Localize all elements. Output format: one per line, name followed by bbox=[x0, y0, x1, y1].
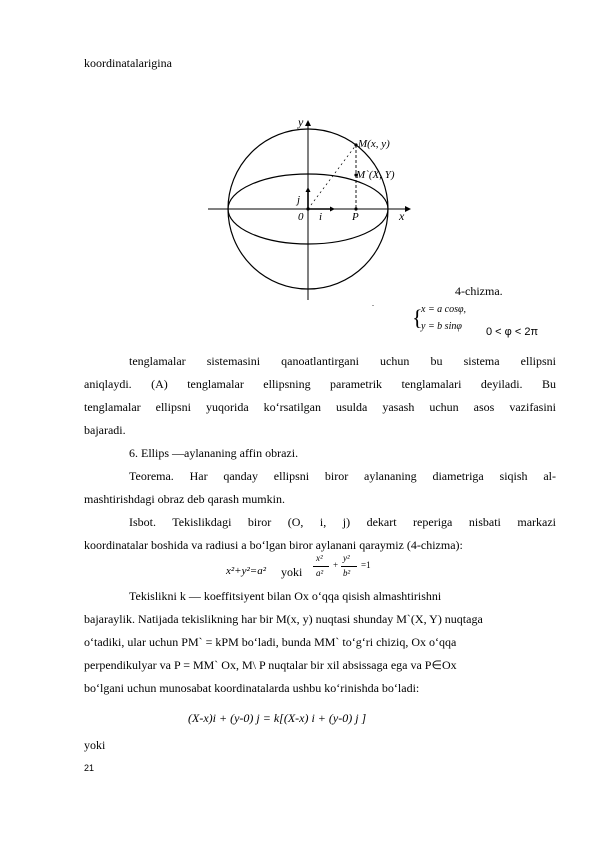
text-line: tenglamalar sistemasini qanoatlantirgani uchun bu sistema ellipsni bbox=[129, 354, 556, 368]
system-eq1: x = a cosφ, bbox=[421, 304, 467, 315]
text-line: Tekislikni k — koeffitsiyent bilan Ox o‘qqa qisish almashtirishni bbox=[129, 589, 442, 603]
equals-one: =1 bbox=[361, 560, 371, 570]
frac-line-2 bbox=[341, 566, 357, 567]
system-range: 0 < φ < 2π bbox=[486, 326, 539, 338]
vector-j-arrow bbox=[306, 187, 311, 192]
plus-sign: + bbox=[333, 560, 339, 570]
x-axis-arrow bbox=[405, 206, 411, 212]
system-eq2: y = b sinφ bbox=[421, 321, 462, 332]
y-axis-arrow bbox=[305, 120, 311, 126]
label-i: i bbox=[319, 211, 323, 223]
frac-line-1 bbox=[313, 566, 329, 567]
label-M-prime: M`(X, Y) bbox=[356, 169, 395, 181]
proof-line: koordinatalar boshida va radiusi a bo‘lgan biror aylanani qaraymiz (4-chizma): bbox=[84, 538, 463, 552]
ellipse-figure bbox=[205, 108, 420, 313]
circle-equation: x²+y²=a² bbox=[226, 565, 267, 577]
label-O: 0 bbox=[298, 211, 304, 223]
label-y: y bbox=[298, 115, 304, 129]
text-line: o‘tadiki, ular uchun PM` = kPM bo‘ladi, bunda MM` to‘g‘ri chiziq, Ox o‘qqa bbox=[84, 635, 457, 649]
section-heading: 6. Ellips —aylananing affin obrazi. bbox=[129, 446, 299, 460]
text-line: aniqlaydi. (A) tenglamalar ellipsning parametrik tenglamalari deyiladi. Bu bbox=[84, 377, 556, 391]
header-word: koordinatalarigina bbox=[84, 56, 172, 70]
segment-OM bbox=[308, 145, 356, 209]
point-O bbox=[306, 207, 309, 210]
theorem-line: Teorema. Har qanday ellipsni biror aylananing diametriga siqish al- bbox=[129, 469, 556, 483]
text-line: bajaraylik. Natijada tekislikning har bir M(x, y) nuqtasi shunday M`(X, Y) nuqtaga bbox=[84, 612, 483, 626]
label-P: P bbox=[352, 211, 359, 223]
system-brace: { bbox=[412, 305, 423, 330]
text-line: perpendikulyar va P = MM` Ox, M\ P nuqtalar bir xil absissaga ega va P∈Ox bbox=[84, 658, 457, 672]
theorem-line: mashtirishdagi obraz deb qarash mumkin. bbox=[84, 492, 285, 506]
vector-i-arrow bbox=[330, 207, 335, 212]
frac-b2: b² bbox=[343, 568, 351, 578]
text-line: bo‘lgani uchun munosabat koordinatalarda ushbu ko‘rinishda bo‘ladi: bbox=[84, 681, 420, 695]
yoki-word: yoki bbox=[84, 738, 106, 752]
vector-equation: (X-x)i + (y-0) j = k[(X-x) i + (y-0) j ] bbox=[188, 711, 367, 725]
figure-caption: 4-chizma. bbox=[455, 284, 503, 298]
label-j: j bbox=[297, 194, 301, 206]
label-x: x bbox=[399, 209, 405, 223]
page-number: 21 bbox=[84, 763, 95, 773]
text-line: bajaradi. bbox=[84, 423, 126, 437]
text-line: tenglamalar ellipsni yuqorida ko‘rsatilgan usulda yasash uchun asos vazifasini bbox=[84, 400, 556, 414]
frac-x2: x² bbox=[316, 553, 323, 563]
proof-line: Isbot. Tekislikdagi biror (O, i, j) dekart reperiga nisbati markazi bbox=[129, 515, 556, 529]
circle-yoki: yoki bbox=[281, 565, 303, 579]
label-M: M(x, y) bbox=[358, 138, 390, 150]
frac-a2: a² bbox=[316, 568, 324, 578]
frac-y2: y² bbox=[343, 553, 350, 563]
stray-dot: . bbox=[372, 299, 374, 308]
